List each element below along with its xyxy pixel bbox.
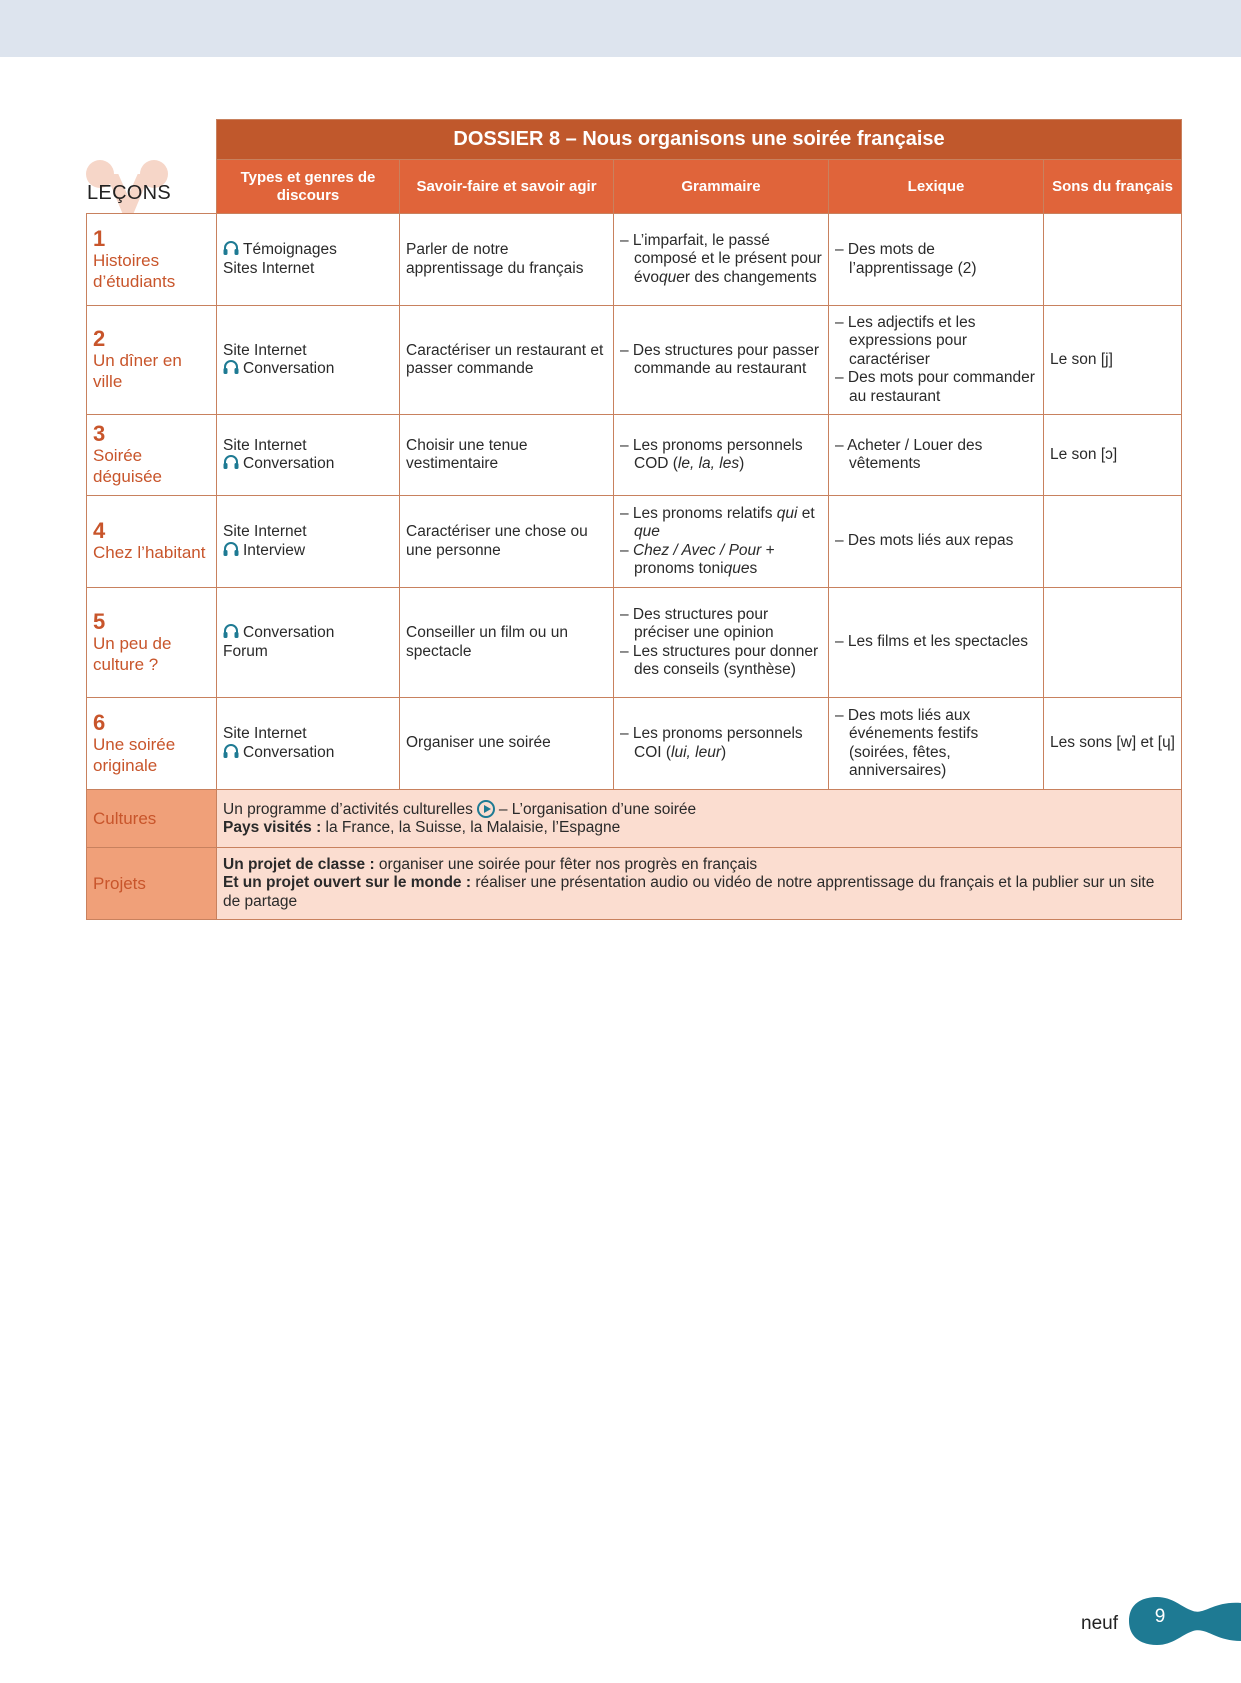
sons — [1044, 588, 1182, 698]
sons — [1044, 496, 1182, 588]
lesson-row — [87, 306, 1182, 415]
grammar-item: – Des structures pour préciser une opinion — [620, 605, 774, 641]
page-footer — [1081, 1593, 1241, 1653]
grammaire — [614, 496, 829, 588]
discourse-types — [217, 415, 400, 496]
lesson-row — [87, 698, 1182, 790]
pays-visites-text: la France, la Suisse, la Malaisie, l’Espagne — [325, 819, 621, 836]
corner-blank-2 — [87, 160, 217, 214]
discourse-type: Conversation — [223, 360, 393, 379]
lexicon-item: – Les films et les spectacles — [835, 633, 1028, 651]
lesson-title — [87, 698, 217, 790]
lexicon-item: – Acheter / Louer des vêtements — [835, 436, 983, 472]
grammar-item: – Les pronoms relatifs qui et que — [620, 504, 815, 540]
headphones-icon — [223, 624, 239, 638]
lesson-rows — [87, 214, 1182, 790]
projets-row — [87, 848, 1182, 920]
savoir-faire: Caractériser une chose ou une personne — [400, 496, 614, 588]
discourse-type: Conversation — [223, 624, 393, 643]
discourse-types — [217, 496, 400, 588]
lesson-name: Un peu de culture ? — [93, 633, 172, 674]
lesson-title — [87, 588, 217, 698]
page-number: 9 — [1154, 1606, 1166, 1627]
grammar-item: – Les structures pour donner des conseils (synthèse) — [620, 642, 819, 678]
pays-visites-label: Pays visités : — [223, 819, 322, 836]
play-circle-icon — [477, 800, 495, 818]
discourse-types — [217, 214, 400, 306]
projet-monde-label: Et un projet ouvert sur le monde : — [223, 874, 472, 892]
lesson-title — [87, 496, 217, 588]
lexique — [829, 496, 1044, 588]
lesson-number: 2 — [93, 326, 106, 351]
column-header-grammaire: Grammaire — [614, 160, 829, 214]
cultures-body — [217, 790, 1182, 848]
lexique — [829, 214, 1044, 306]
grammar-item: – L’imparfait, le passé composé et le présent pour évoquer des changements — [620, 231, 822, 286]
sons: Le son [ɔ] — [1044, 415, 1182, 496]
discourse-type: Interview — [223, 542, 393, 561]
grammar-item: – Des structures pour passer commande au restaurant — [620, 341, 820, 377]
grammar-item: – Les pronoms personnels COD (le, la, les) — [620, 436, 803, 472]
top-band — [0, 0, 1241, 57]
discourse-type: Forum — [223, 642, 268, 660]
dossier-title: DOSSIER 8 – Nous organisons une soirée française — [217, 120, 1182, 160]
discourse-type: Conversation — [223, 744, 393, 763]
syllabus-table — [86, 119, 1182, 920]
savoir-faire: Conseiller un film ou un spectacle — [400, 588, 614, 698]
column-header-lexique: Lexique — [829, 160, 1044, 214]
cultures-organisation: – L’organisation d’une soirée — [498, 800, 697, 818]
page-word: neuf — [1081, 1613, 1118, 1634]
lesson-number: 3 — [93, 421, 106, 446]
cultures-label: Cultures — [87, 790, 217, 848]
lexique — [829, 415, 1044, 496]
sons: Le son [j] — [1044, 306, 1182, 415]
grammaire — [614, 588, 829, 698]
grammar-item: – Les pronoms personnels COI (lui, leur) — [620, 725, 803, 761]
lesson-name: Une soirée originale — [93, 734, 176, 775]
lesson-row — [87, 415, 1182, 496]
lexicon-item: – Des mots liés aux repas — [835, 532, 1014, 550]
lexicon-item: – Les adjectifs et les expressions pour caractériser — [835, 313, 976, 368]
discourse-type: Site Internet — [223, 725, 307, 742]
discourse-type: Site Internet — [223, 341, 307, 359]
lesson-row — [87, 496, 1182, 588]
lesson-number: 6 — [93, 709, 106, 735]
lesson-name: Soirée déguisée — [93, 446, 163, 486]
lexicon-item: – Des mots de l’apprentissage (2) — [835, 241, 977, 277]
discourse-types — [217, 698, 400, 790]
cultures-row — [87, 790, 1182, 848]
savoir-faire: Organiser une soirée — [400, 698, 614, 790]
lecons-label: LEÇONS — [87, 182, 172, 204]
projet-monde-text: réaliser une présentation audio ou vidéo de notre apprentissage du français et la publier sur un site de partage — [223, 874, 1155, 910]
discourse-type: Sites Internet — [223, 259, 315, 277]
headphones-icon — [223, 542, 239, 556]
column-header-types: Types et genres de discours — [217, 160, 400, 214]
headphones-icon — [223, 744, 239, 758]
discourse-type: Témoignages — [223, 241, 393, 260]
headphones-icon — [223, 455, 239, 469]
lexique — [829, 588, 1044, 698]
headphones-icon — [223, 360, 239, 374]
lesson-row — [87, 588, 1182, 698]
lesson-row — [87, 214, 1182, 306]
grammaire — [614, 306, 829, 415]
corner-blank — [87, 120, 217, 160]
sons: Les sons [w] et [ɥ] — [1044, 698, 1182, 790]
lexique — [829, 698, 1044, 790]
lexicon-item: – Des mots pour commander au restaurant — [835, 369, 1035, 405]
discourse-type: Conversation — [223, 455, 393, 474]
discourse-type: Site Internet — [223, 523, 307, 540]
lesson-number: 5 — [93, 608, 106, 634]
headphones-icon — [223, 241, 239, 255]
sons — [1044, 214, 1182, 306]
savoir-faire: Parler de notre apprentissage du français — [400, 214, 614, 306]
lesson-number: 1 — [93, 225, 106, 251]
projet-classe-label: Un projet de classe : — [223, 855, 375, 873]
discourse-type: Site Internet — [223, 436, 307, 454]
lesson-title — [87, 214, 217, 306]
projet-classe-text: organiser une soirée pour fêter nos progrès en français — [378, 855, 758, 873]
lexique — [829, 306, 1044, 415]
lesson-title — [87, 306, 217, 415]
savoir-faire: Choisir une tenue vestimentaire — [400, 415, 614, 496]
projets-body — [217, 848, 1182, 920]
grammar-item: – Chez / Avec / Pour + pronoms toniques — [620, 541, 775, 577]
discourse-types — [217, 306, 400, 415]
grammaire — [614, 698, 829, 790]
lexicon-item: – Des mots liés aux événements festifs (soirées, fêtes, anniversaires) — [835, 706, 979, 779]
savoir-faire: Caractériser un restaurant et passer commande — [400, 306, 614, 415]
discourse-types — [217, 588, 400, 698]
lesson-name: Chez l’habitant — [93, 543, 206, 562]
lesson-number: 4 — [93, 518, 106, 543]
column-header-sons: Sons du français — [1044, 160, 1182, 214]
lesson-name: Histoires d’étudiants — [93, 250, 176, 291]
grammaire — [614, 415, 829, 496]
projets-label: Projets — [87, 848, 217, 920]
cultures-program: Un programme d’activités culturelles — [223, 800, 473, 818]
grammaire — [614, 214, 829, 306]
lesson-name: Un dîner en ville — [93, 351, 182, 391]
column-header-savoir: Savoir-faire et savoir agir — [400, 160, 614, 214]
lesson-title — [87, 415, 217, 496]
